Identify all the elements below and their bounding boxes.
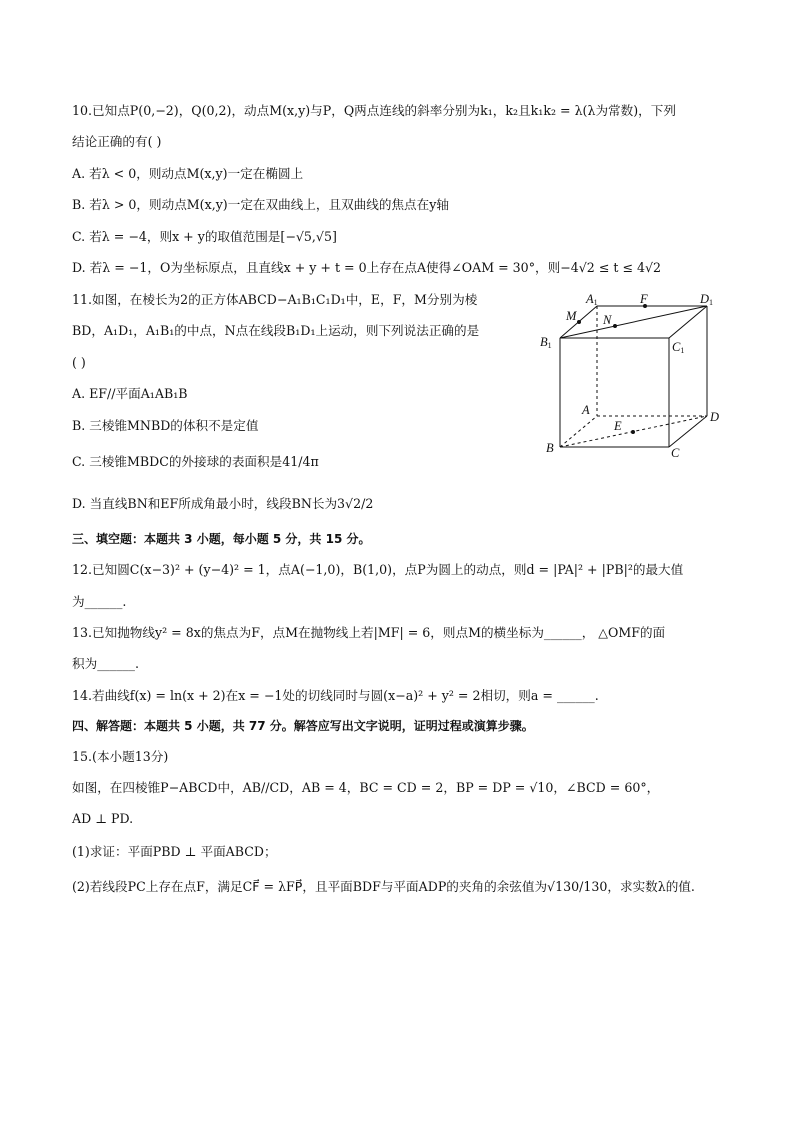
label-f: F <box>640 292 648 306</box>
label-d: D <box>710 410 720 424</box>
label-c1: C1 <box>672 340 685 355</box>
edge-ba-hidden <box>560 416 597 447</box>
q10-option-c: C. 若λ = −4，则x + y的取值范围是[−√5,√5] <box>72 229 337 244</box>
q11-stem-line2: BD，A₁D₁，A₁B₁的中点，N点在线段B₁D₁上运动，则下列说法正确的是 <box>72 323 480 338</box>
q15-part2: (2)若线段PC上存在点F，满足CF⃗ = λFP⃗，且平面BDF与平面ADP的夹角的余弦值为√130/130，求实数λ的值. <box>72 879 695 894</box>
label-e: E <box>614 419 622 433</box>
q12-stem-line2: 为______. <box>72 594 127 609</box>
q11-option-c: C. 三棱锥MBDC的外接球的表面积是41/4π <box>72 454 319 469</box>
edge-c1d1 <box>669 306 707 338</box>
label-b: B <box>546 441 554 455</box>
label-b1: B1 <box>540 335 552 350</box>
q14-stem: 14.若曲线f(x) = ln(x + 2)在x = −1处的切线同时与圆(x−a)² + y² = 2相切，则a = ______. <box>72 688 599 703</box>
label-a1: A1 <box>586 292 598 307</box>
section-heading-answer: 四、解答题：本题共 5 小题，共 77 分。解答应写出文字说明，证明过程或演算步骤。 <box>72 719 534 733</box>
q11-option-b: B. 三棱锥MNBD的体积不是定值 <box>72 418 259 433</box>
edge-cd <box>669 416 707 447</box>
q15-stem-line2: AD ⊥ PD. <box>72 811 134 826</box>
q11-stem-line1: 11.如图，在棱长为2的正方体ABCD−A₁B₁C₁D₁中，E，F，M分别为棱 <box>72 292 478 307</box>
section-heading-fill-blank: 三、填空题：本题共 3 小题，每小题 5 分，共 15 分。 <box>72 532 371 546</box>
q13-stem-line2: 积为______. <box>72 656 139 671</box>
q10-option-a: A. 若λ < 0，则动点M(x,y)一定在椭圆上 <box>72 166 304 181</box>
q10-option-d: D. 若λ = −1，O为坐标原点，且直线x + y + t = 0上存在点A使得∠OAM = 30°，则−4√2 ≤ t ≤ 4√2 <box>72 260 662 275</box>
q15-part1: (1)求证：平面PBD ⊥ 平面ABCD； <box>72 844 277 859</box>
label-a: A <box>582 403 590 417</box>
point-n-dot <box>613 324 617 328</box>
point-m-dot <box>577 320 581 324</box>
label-n: N <box>603 313 612 327</box>
label-d1: D1 <box>700 292 714 307</box>
q15-title: 15.(本小题13分) <box>72 749 169 764</box>
q12-stem-line1: 12.已知圆C(x−3)² + (y−4)² = 1，点A(−1,0)，B(1,0)，点P为圆上的动点，则d = |PA|² + |PB|²的最大值 <box>72 562 684 577</box>
label-m: M <box>566 309 577 323</box>
q13-stem-line1: 13.已知抛物线y² = 8x的焦点为F，点M在抛物线上若|MF| = 6，则点M的横坐标为______， △OMF的面 <box>72 625 666 640</box>
q11-option-a: A. EF//平面A₁AB₁B <box>72 386 188 401</box>
point-e-dot <box>631 430 635 434</box>
label-c: C <box>671 446 680 460</box>
segment-b1d1 <box>560 306 707 338</box>
q10-option-b: B. 若λ > 0，则动点M(x,y)一定在双曲线上，且双曲线的焦点在y轴 <box>72 197 449 212</box>
cube-figure <box>534 288 730 460</box>
q11-option-d: D. 当直线BN和EF所成角最小时，线段BN长为3√2/2 <box>72 496 374 511</box>
q15-stem-line1: 如图，在四棱锥P−ABCD中，AB//CD，AB = 4，BC = CD = 2，BP = DP = √10，∠BCD = 60°， <box>72 780 660 795</box>
q10-stem-line1: 10.已知点P(0,−2)，Q(0,2)，动点M(x,y)与P，Q两点连线的斜率分别为k₁，k₂且k₁k₂ = λ(λ为常数)，下列 <box>72 103 676 118</box>
q10-stem-line2: 结论正确的有( ) <box>72 134 162 149</box>
q11-stem-line3: ( ) <box>72 355 86 370</box>
